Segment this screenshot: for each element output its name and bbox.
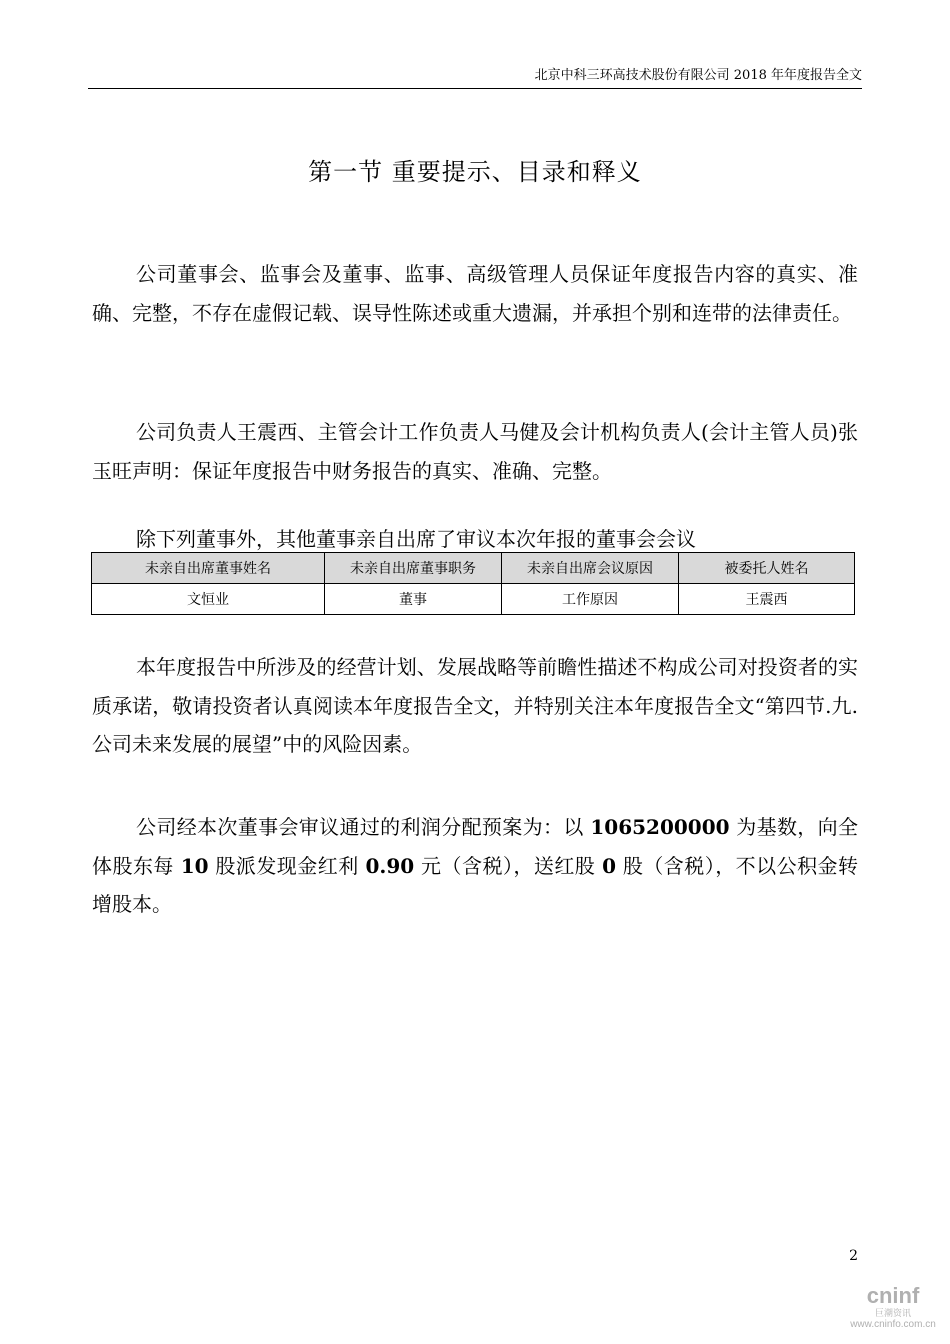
table-row (92, 584, 855, 615)
watermark-brand: cninf (866, 1283, 920, 1308)
cninfo-watermark-logo (848, 1284, 938, 1336)
absent-directors-table (91, 552, 855, 615)
column-header: 被委托人姓名 (679, 553, 855, 584)
per-shares-count: 10 (180, 853, 209, 878)
cash-dividend-amount: 0.90 (365, 853, 415, 878)
forward-looking-disclaimer: 本年度报告中所涉及的经营计划、发展战略等前瞻性描述不构成公司对投资者的实质承诺，敬请投资者认真阅读本年度报告全文，并特别关注本年度报告全文“第四节.九.公司未来发展的展望”中的风险因素。 (92, 655, 858, 756)
page-number: 2 (849, 1248, 858, 1264)
section-title: 第一节 重要提示、目录和释义 (308, 158, 642, 186)
absent-directors-intro: 除下列董事外，其他董事亲自出席了审议本次年报的董事会会议 (136, 527, 696, 551)
table-header-row (92, 553, 855, 584)
table-cell: 董事 (325, 584, 502, 615)
column-header: 未亲自出席董事职务 (325, 553, 502, 584)
table-cell: 文恒业 (92, 584, 325, 615)
column-header: 未亲自出席董事姓名 (92, 553, 325, 584)
running-header: 北京中科三环高技术股份有限公司 2018 年年度报告全文 (534, 68, 862, 83)
financial-statement-declaration: 公司负责人王震西、主管会计工作负责人马健及会计机构负责人(会计主管人员)张玉旺声明：保证年度报告中财务报告的真实、准确、完整。 (92, 420, 858, 483)
table-cell: 王震西 (679, 584, 855, 615)
watermark-subtitle: 巨潮资讯 (874, 1308, 911, 1318)
table-cell: 工作原因 (502, 584, 679, 615)
bonus-shares-count: 0 (602, 853, 617, 878)
profit-distribution-plan: 公司经本次董事会审议通过的利润分配预案为：以 1065200000 为基数，向全体股东每 10 股派发现金红利 0.90 元（含税），送红股 0 股（含税），不以公积金转增股本。 (92, 815, 859, 916)
responsibility-statement: 公司董事会、监事会及董事、监事、高级管理人员保证年度报告内容的真实、准确、完整，不存在虚假记载、误导性陈述或重大遗漏，并承担个别和连带的法律责任。 (92, 262, 858, 325)
base-share-count: 1065200000 (590, 815, 730, 839)
column-header: 未亲自出席会议原因 (502, 553, 679, 584)
header-divider (88, 88, 862, 89)
watermark-url: www.cninfo.com.cn (850, 1319, 936, 1330)
